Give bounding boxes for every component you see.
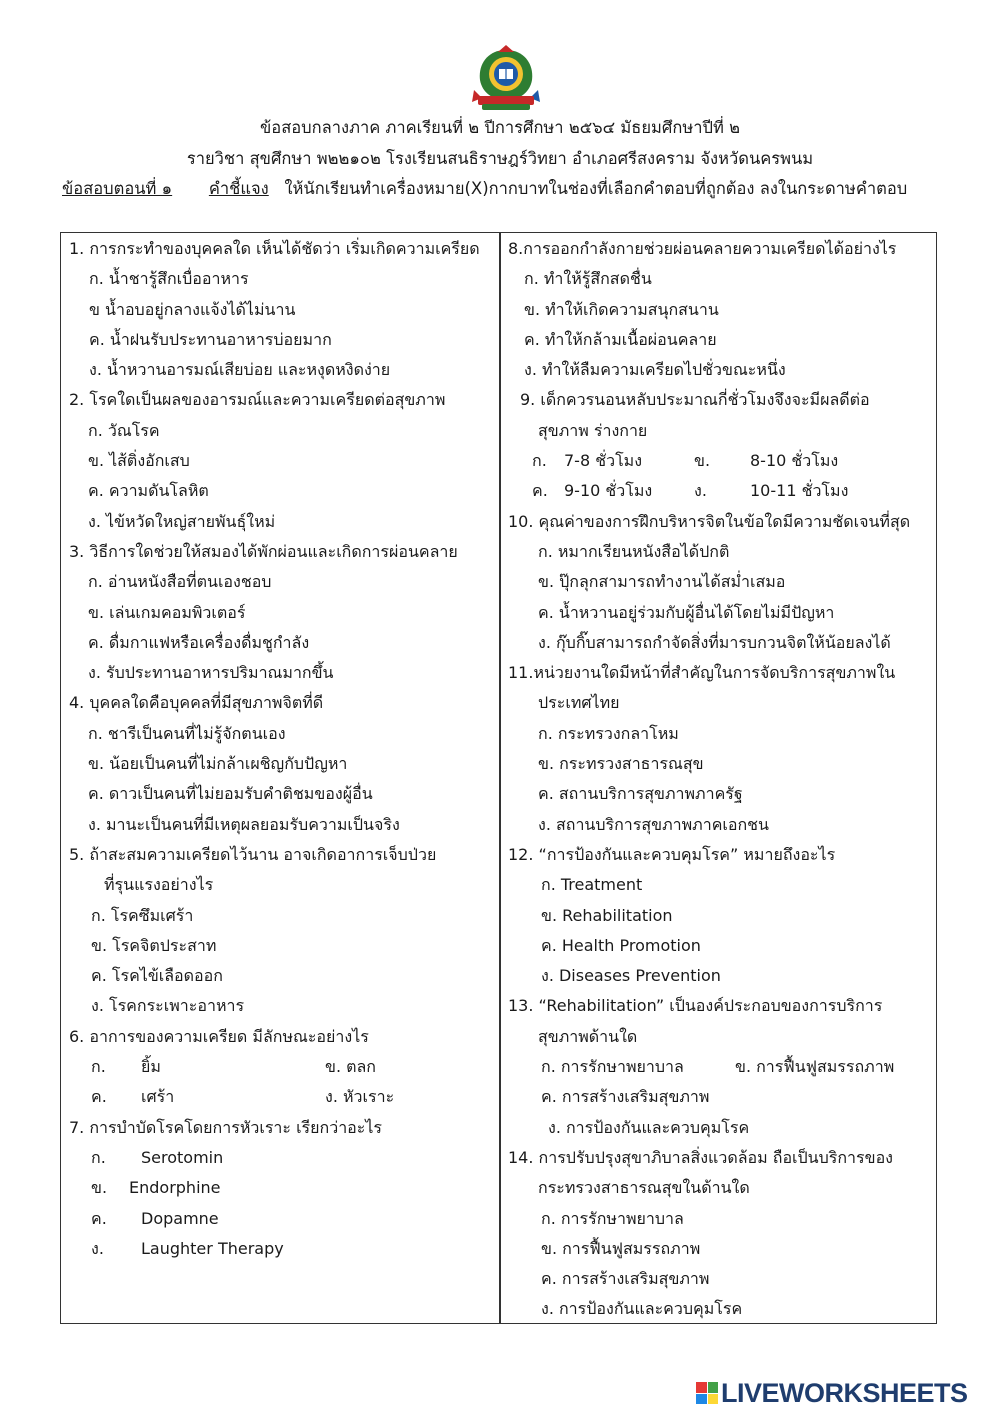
answer-choice: ก. การรักษาพยาบาล: [541, 1208, 684, 1228]
answer-choice: ค. น้ำฝนรับประทานอาหารบ่อยมาก: [89, 329, 332, 349]
question-text-continued: สุขภาพด้านใด: [538, 1026, 638, 1046]
choice-value: Dopamne: [141, 1208, 219, 1228]
left-column: [69, 234, 497, 1264]
choice-value: เศร้า: [141, 1087, 175, 1107]
answer-choice: ค. ความดันโลหิต: [88, 481, 209, 501]
question-text: 8.การออกกำลังกายช่วยผ่อนคลายความเครียดได้อย่างไร: [508, 239, 897, 258]
answer-choice: ง. กุ๊บกิ๊บสามารถกำจัดสิ่งที่มารบกวนจิตให้น้อยลงได้: [538, 632, 891, 652]
exam-title: ข้อสอบกลางภาค ภาคเรียนที่ ๒ ปีการศึกษา ๒๕๖๔ มัธยมศึกษาปีที่ ๒: [260, 118, 740, 137]
answer-choice: ก. โรคซึมเศร้า: [91, 905, 194, 925]
choice-value: Serotomin: [141, 1147, 224, 1167]
instructions-text: ให้นักเรียนทำเครื่องหมาย(X)กากบาทในช่องที่เลือกคำตอบที่ถูกต้อง ลงในกระดาษคำตอบ: [284, 179, 908, 198]
choice-key: ค.: [532, 481, 548, 501]
question-text: 14. การปรับปรุงสุขาภิบาลสิ่งแวดล้อม ถือเป็นบริการของ: [508, 1147, 893, 1167]
answer-choice: ข น้ำอบอยู่กลางแจ้งได้ไม่นาน: [89, 299, 296, 319]
course-info: รายวิชา สุขศึกษา พ๒๒๑๐๒ โรงเรียนสนธิราษฎร์วิทยา อำเภอศรีสงคราม จังหวัดนครพนม: [186, 149, 814, 168]
answer-choice: ง. โรคกระเพาะอาหาร: [91, 996, 245, 1016]
school-crest-logo: [468, 44, 544, 112]
answer-choice: ง. ทำให้ลืมความเครียดไปชั่วขณะหนึ่ง: [524, 360, 786, 380]
choice-key: ค.: [91, 1208, 107, 1228]
liveworksheets-logo[interactable]: [696, 1376, 996, 1410]
question-text: 11.หน่วยงานใดมีหน้าที่สำคัญในการจัดบริการสุขภาพใน: [508, 663, 896, 683]
answer-choice: ก. หมากเรียนหนังสือได้ปกติ: [538, 541, 730, 561]
answer-choice: ง. การป้องกันและควบคุมโรค: [548, 1117, 750, 1137]
answer-row: [69, 1143, 497, 1173]
answer-choice: ข. กระทรวงสาธารณสุข: [538, 754, 704, 774]
question-text: 3. วิธีการใดช่วยให้สมองได้พักผ่อนและเกิดการผ่อนคลาย: [69, 541, 458, 561]
answer-choice: ข. การฟื้นฟูสมรรถภาพ: [735, 1057, 895, 1077]
choice-key: ก.: [91, 1147, 106, 1167]
answer-choice: ข. ปุ๊กลุกสามารถทำงานได้สม่ำเสมอ: [538, 572, 786, 592]
answer-choice: ค. ดื่มกาแฟหรือเครื่องดื่มชูกำลัง: [88, 632, 310, 652]
choice-key: ข.: [694, 451, 711, 471]
question-text: 9. เด็กควรนอนหลับประมาณกี่ชั่วโมงจึงจะมีผลดีต่อ: [520, 390, 870, 410]
choice-key: ง.: [694, 481, 707, 501]
question-text: 2. โรคใดเป็นผลของอารมณ์และความเครียดต่อสุขภาพ: [69, 390, 446, 410]
question-text: 6. อาการของความเครียด มีลักษณะอย่างไร: [69, 1026, 369, 1046]
answer-choice: ก. น้ำชารู้สึกเบื่ออาหาร: [89, 269, 249, 289]
brand-name: LIVEWORKSHEETS: [721, 1377, 968, 1408]
question-text: 10. คุณค่าของการฝึกบริหารจิตในข้อใดมีความชัดเจนที่สุด: [508, 511, 911, 531]
answer-choice: ข. Rehabilitation: [541, 905, 673, 925]
answer-choice: ค. Health Promotion: [541, 935, 701, 955]
question-text: 12. “การป้องกันและควบคุมโรค” หมายถึงอะไร: [508, 844, 836, 864]
answer-choice: ค. การสร้างเสริมสุขภาพ: [541, 1269, 710, 1289]
answer-row: [69, 1173, 497, 1203]
choice-key: ก.: [532, 451, 547, 471]
answer-choice: ก. ทำให้รู้สึกสดชื่น: [524, 269, 652, 289]
answer-row: [508, 1052, 934, 1082]
answer-choice: ก. อ่านหนังสือที่ตนเองชอบ: [88, 572, 272, 592]
answer-row: [69, 1204, 497, 1234]
answer-choice: ง. หัวเราะ: [325, 1087, 395, 1107]
question-text: 4. บุคคลใดคือบุคคลที่มีสุขภาพจิตที่ดี: [69, 693, 324, 713]
choice-value: Endorphine: [129, 1178, 221, 1198]
answer-choice: ข. ทำให้เกิดความสนุกสนาน: [524, 299, 719, 319]
choice-key: ก.: [91, 1057, 106, 1077]
answer-row: [69, 1234, 497, 1264]
answer-choice: ก. วัณโรค: [88, 420, 160, 440]
answer-choice: ข. เล่นเกมคอมพิวเตอร์: [88, 602, 246, 622]
choice-key: ข.: [91, 1178, 108, 1198]
answer-choice: ก. Treatment: [541, 875, 643, 895]
instructions: [62, 174, 907, 204]
answer-choice: ง. การป้องกันและควบคุมโรค: [541, 1299, 743, 1319]
answer-choice: ง. Diseases Prevention: [541, 966, 721, 986]
choice-key: ค.: [91, 1087, 107, 1107]
answer-choice: ง. รับประทานอาหารปริมาณมากขึ้น: [88, 663, 334, 683]
answer-row: [69, 1082, 497, 1112]
answer-choice: ง. สถานบริการสุขภาพภาคเอกชน: [538, 814, 769, 834]
question-text-continued: ประเทศไทย: [538, 693, 620, 713]
choice-value: 8-10 ชั่วโมง: [750, 451, 839, 471]
question-text: 1. การกระทำของบุคคลใด เห็นได้ชัดว่า เริ่มเกิดความเครียด: [69, 239, 480, 258]
answer-choice: ก. กระทรวงกลาโหม: [538, 723, 679, 743]
question-text-continued: สุขภาพ ร่างกาย: [538, 420, 648, 440]
answer-choice: ค. โรคไข้เลือดออก: [91, 966, 223, 986]
part-label: ข้อสอบตอนที่ ๑: [62, 179, 173, 198]
liveworksheets-icon: [696, 1382, 718, 1404]
column-divider: [499, 232, 501, 1324]
answer-choice: ค. น้ำหวานอยู่ร่วมกับผู้อื่นได้โดยไม่มีปัญหา: [538, 602, 835, 622]
choice-value: ยิ้ม: [141, 1057, 161, 1077]
answer-choice: ง. น้ำหวานอารมณ์เสียบ่อย และหงุดหงิดง่าย: [89, 360, 391, 380]
answer-choice: ข. การฟื้นฟูสมรรถภาพ: [541, 1238, 701, 1258]
answer-choice: ค. ดาวเป็นคนที่ไม่ยอมรับคำติชมของผู้อื่น: [88, 784, 373, 804]
instructions-label: คำชี้แจง: [208, 179, 269, 198]
right-column: [508, 234, 934, 1325]
choice-value: Laughter Therapy: [141, 1238, 284, 1258]
choice-value: 10-11 ชั่วโมง: [750, 481, 849, 501]
answer-choice: ข. ตลก: [325, 1057, 376, 1077]
answer-choice: ก. การรักษาพยาบาล: [541, 1057, 684, 1077]
answer-choice: ง. มานะเป็นคนที่มีเหตุผลยอมรับความเป็นจริง: [88, 814, 400, 834]
question-text: 13. “Rehabilitation” เป็นองค์ประกอบของการบริการ: [508, 996, 883, 1016]
question-text: 7. การบำบัดโรคโดยการหัวเราะ เรียกว่าอะไร: [69, 1117, 383, 1137]
choice-key: ง.: [91, 1238, 104, 1258]
answer-choice: ข. โรคจิตประสาท: [91, 935, 217, 955]
question-text: 5. ถ้าสะสมความเครียดไว้นาน อาจเกิดอาการเจ็บป่วย: [69, 844, 437, 864]
answer-choice: ค. ทำให้กล้ามเนื้อผ่อนคลาย: [524, 329, 717, 349]
answer-row: [508, 446, 934, 476]
answer-choice: ง. ไข้หวัดใหญ่สายพันธุ์ใหม่: [88, 511, 276, 531]
choice-value: 9-10 ชั่วโมง: [564, 481, 653, 501]
question-text-continued: กระทรวงสาธารณสุขในด้านใด: [538, 1178, 750, 1198]
choice-value: 7-8 ชั่วโมง: [564, 451, 643, 471]
answer-choice: ก. ชารีเป็นคนที่ไม่รู้จักตนเอง: [88, 723, 286, 743]
question-text-continued: ที่รุนแรงอย่างไร: [104, 875, 214, 895]
answer-row: [69, 1052, 497, 1082]
answer-choice: ค. การสร้างเสริมสุขภาพ: [541, 1087, 710, 1107]
answer-row: [508, 476, 934, 506]
answer-choice: ข. น้อยเป็นคนที่ไม่กล้าเผชิญกับปัญหา: [88, 754, 348, 774]
answer-choice: ข. ไส้ติ่งอักเสบ: [88, 451, 190, 471]
answer-choice: ค. สถานบริการสุขภาพภาครัฐ: [538, 784, 743, 804]
